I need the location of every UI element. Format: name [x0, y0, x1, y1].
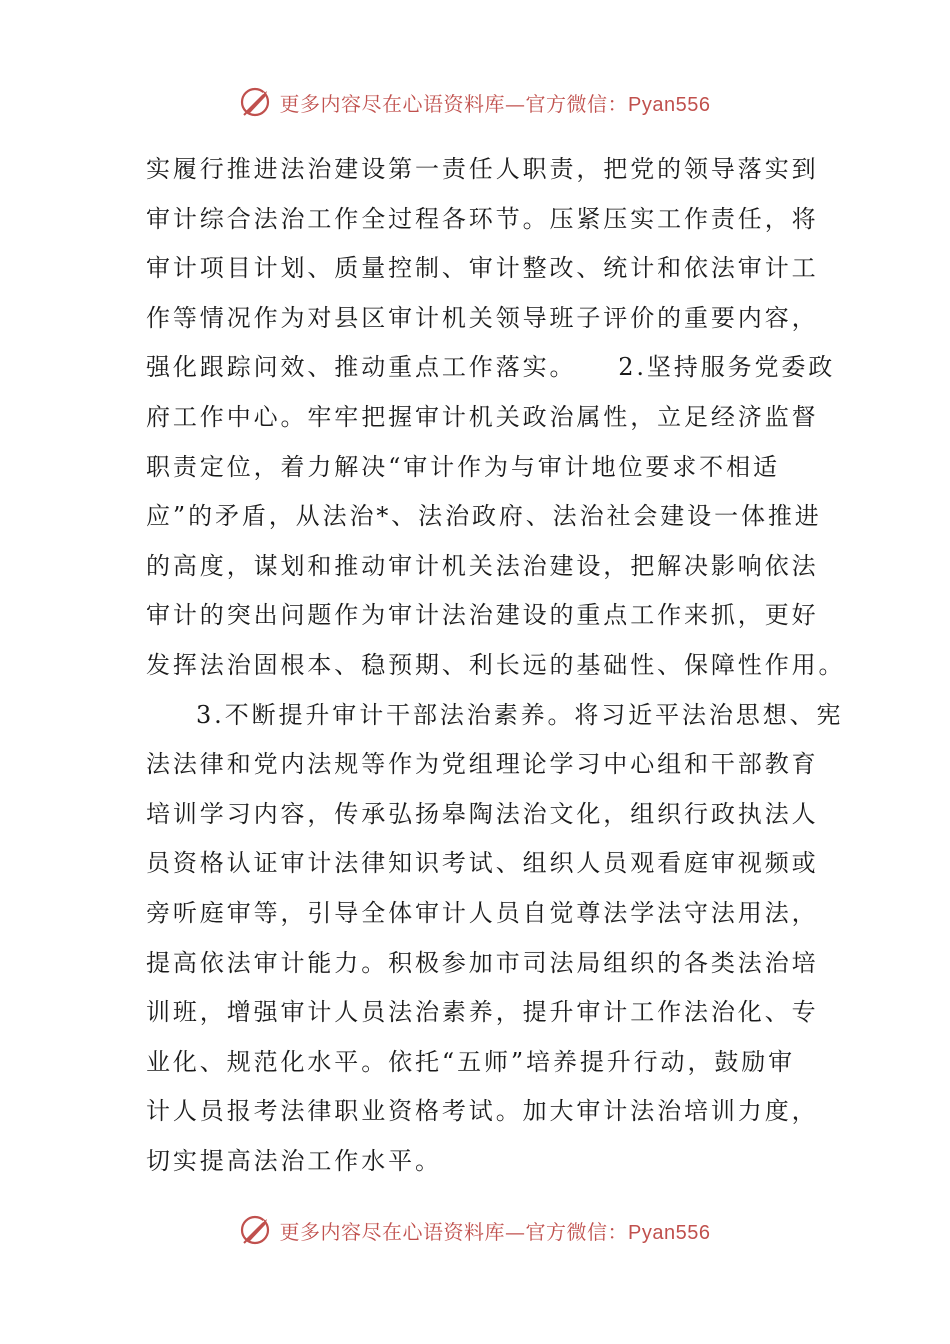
text-line: 训班，增强审计人员法治素养，提升审计工作法治化、专 — [146, 998, 819, 1027]
text-line: 实履行推进法治建设第一责任人职责，把党的领导落实到 — [146, 155, 819, 183]
footer-banner — [0, 1210, 950, 1250]
text-line: 旁听庭审等，引导全体审计人员自觉尊法学法守法用法， — [146, 898, 819, 927]
text-line: 切实提高法治工作水平。 — [146, 1146, 442, 1175]
text-line: 提高依法审计能力。积极参加市司法局组织的各类法治培 — [146, 948, 819, 977]
text-line: 发挥法治固根本、稳预期、利长远的基础性、保障性作用。 — [146, 650, 846, 679]
text-line: 强化跟踪问效、推动重点工作落实。 2.坚持服务党委政 — [146, 353, 836, 382]
footer-banner-text — [280, 1216, 711, 1245]
header-banner-text — [280, 88, 711, 117]
text-line: 职责定位，着力解决“审计作为与审计地位要求不相适 — [146, 452, 780, 481]
paragraph-3-heading-line: 3.不断提升审计干部法治素养。将习近平法治思想、宪 — [196, 700, 844, 729]
text-line: 员资格认证审计法律知识考试、组织人员观看庭审视频或 — [146, 849, 819, 878]
footer-banner-handle: Pyan556 — [628, 1221, 711, 1244]
text-line: 的高度，谋划和推动审计机关法治建设，把解决影响依法 — [146, 551, 819, 580]
pen-nib-logo-icon — [240, 1213, 274, 1247]
text-line: 审计综合法治工作全过程各环节。压紧压实工作责任，将 — [146, 204, 819, 233]
header-banner — [0, 82, 950, 122]
footer-banner-label: 更多内容尽在心语资料库—官方微信： — [279, 1219, 629, 1244]
text-line: 审计项目计划、质量控制、审计整改、统计和依法审计工 — [146, 254, 819, 283]
text-line: 应”的矛盾，从法治*、法治政府、法治社会建设一体推进 — [146, 502, 822, 531]
text-line: 法法律和党内法规等作为党组理论学习中心组和干部教育 — [146, 750, 819, 779]
text-line: 府工作中心。牢牢把握审计机关政治属性，立足经济监督 — [146, 402, 819, 431]
text-line: 审计的突出问题作为审计法治建设的重点工作来抓，更好 — [146, 601, 819, 630]
text-line: 计人员报考法律职业资格考试。加大审计法治培训力度， — [146, 1097, 819, 1126]
text-line: 作等情况作为对县区审计机关领导班子评价的重要内容， — [146, 303, 819, 332]
header-banner-handle: Pyan556 — [628, 93, 711, 116]
header-banner-label: 更多内容尽在心语资料库—官方微信： — [279, 91, 629, 116]
document-body — [146, 145, 846, 1186]
text-line: 业化、规范化水平。依托“五师”培养提升行动，鼓励审 — [146, 1047, 796, 1076]
pen-nib-logo-icon — [240, 85, 274, 119]
text-line: 培训学习内容，传承弘扬皋陶法治文化，组织行政执法人 — [146, 799, 819, 828]
